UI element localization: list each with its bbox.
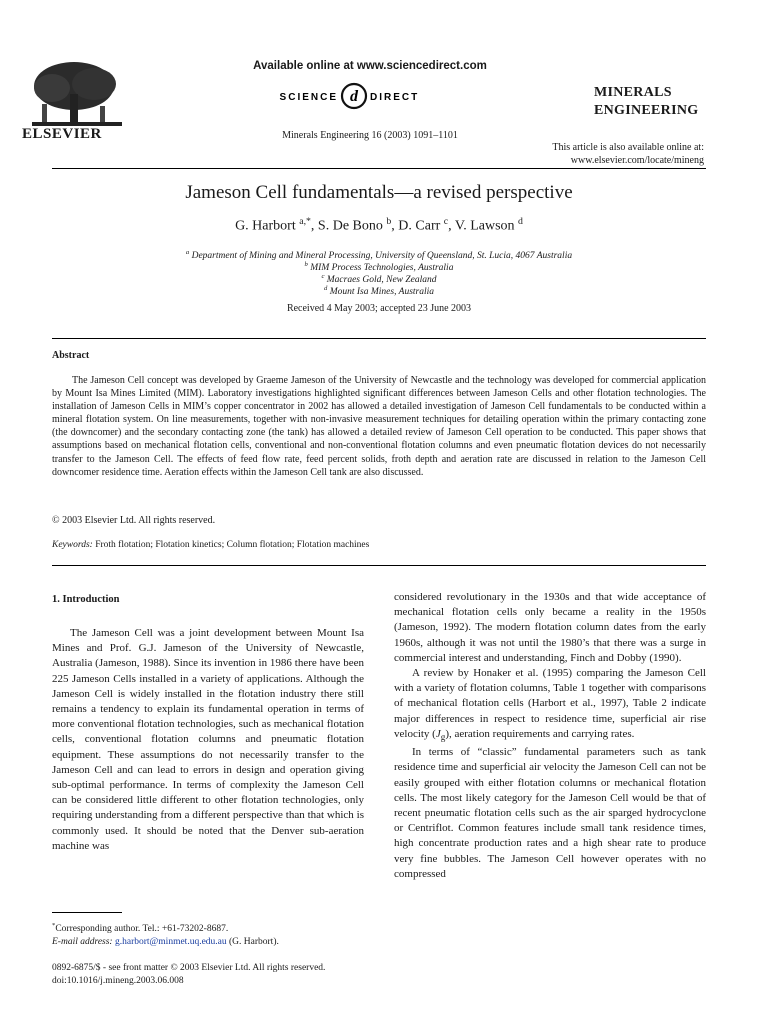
affiliation-text: MIM Process Technologies, Australia bbox=[310, 263, 454, 274]
author-list: G. Harbort $^{a,*}$, S. De Bono $^b$, D. Carr $^c$, V. Lawson $^d$ bbox=[235, 216, 523, 234]
paragraph-text: A review by Honaker et al. (1995) comparing the Jameson Cell with a variety of flotation columns, Table 1 together with comparisons of mechanical flotation cells (Harbort et al., 1997), Table 2 indicate major differences in respect to residence time, superficial air rise velocity ( bbox=[394, 667, 706, 740]
affiliation-text: Mount Isa Mines, Australia bbox=[329, 287, 435, 298]
affiliation bbox=[52, 285, 706, 297]
sd-right-text: DIRECT bbox=[370, 92, 420, 103]
email-link[interactable]: g.harbort@minmet.uq.edu.au bbox=[114, 936, 227, 947]
body-paragraph: The Jameson Cell was a joint development between Mount Isa Mines and Prof. G.J. Jameson of the University of Newcastle, Australia (Jameson, 1988). Since its invention in 1986 there have been 225 Jameson Cells installed in a variety of applications. Although the Jameson Cell is widely installed in the flotation industry there still remains a tendency to explain its fundamental operation in terms of more conventional flotation technologies, such as mechanical flotation cells, conventional flotation columns and pneumatic flotation equipment. These assumptions do not necessarily transfer to the Jameson Cell and can lead to errors in design and operation giving sub-optimal performance. In terms of complexity the Jameson Cell can be considered little different to other flotation technologies, only requiring understanding from a different perspective than that which is commonly used. It should be noted that the Denver sub-aeration machine was bbox=[52, 627, 364, 852]
paragraph-text: ), aeration requirements and carrying rates. bbox=[445, 727, 635, 740]
online-availability bbox=[480, 141, 704, 167]
elsevier-tree-logo bbox=[22, 58, 130, 130]
footnote-marker: * bbox=[52, 922, 56, 929]
journal-citation: Minerals Engineering 16 (2003) 1091–1101 bbox=[282, 130, 458, 141]
section-heading: 1. Introduction bbox=[52, 594, 120, 605]
symbol-j: J bbox=[435, 727, 441, 740]
keywords bbox=[52, 540, 369, 550]
footnote bbox=[52, 920, 279, 948]
author-name: G. Harbort bbox=[235, 218, 296, 234]
email-suffix: (G. Harbort). bbox=[229, 936, 279, 947]
symbol-subscript: g bbox=[440, 732, 446, 743]
author-name: S. De Bono bbox=[317, 218, 383, 234]
issn-line: 0892-6875/$ - see front matter © 2003 Elsevier Ltd. All rights reserved. bbox=[52, 963, 326, 973]
author-sup: b bbox=[386, 216, 392, 227]
header-divider bbox=[52, 168, 706, 169]
abstract-bottom-divider bbox=[52, 565, 706, 566]
corresponding-author: Corresponding author. Tel.: +61-73202-8687. bbox=[55, 924, 229, 935]
online-line1: This article is also available online at: bbox=[552, 142, 704, 153]
email-label: E-mail address: bbox=[52, 936, 113, 947]
available-online-text: Available online at www.sciencedirect.com bbox=[253, 60, 487, 72]
author-name: V. Lawson bbox=[454, 218, 515, 234]
author-sup: a,* bbox=[299, 216, 311, 227]
article-title: Jameson Cell fundamentals—a revised perspective bbox=[185, 182, 573, 203]
journal-name-line1: MINERALS bbox=[594, 85, 672, 100]
body-paragraph: considered revolutionary in the 1930s and that wide acceptance of mechanical flotation cells only became a reality in the 1950s (Jameson, 1992). The modern flotation column dates from the early 1960s, although it was not until the 1980’s that there was a surge in commercial interest and understanding, Finch and Dobby (1990). bbox=[394, 591, 706, 664]
author-sup: d bbox=[518, 216, 523, 227]
affiliation-sup: b bbox=[304, 261, 308, 268]
affiliation-sup: c bbox=[321, 273, 325, 280]
sd-left-text: SCIENCE bbox=[279, 92, 338, 103]
publisher-name: ELSEVIER bbox=[22, 126, 102, 142]
affiliation bbox=[52, 261, 706, 273]
affiliation-sup: a bbox=[185, 249, 190, 256]
affiliation-text: Macraes Gold, New Zealand bbox=[326, 275, 437, 286]
keywords-label: Keywords: bbox=[52, 540, 93, 550]
author-name: D. Carr bbox=[398, 218, 441, 234]
keywords-text: Froth flotation; Flotation kinetics; Column flotation; Flotation machines bbox=[95, 540, 370, 550]
issn-info bbox=[52, 962, 325, 987]
abstract-body bbox=[52, 374, 706, 479]
doi-line: doi:10.1016/j.mineng.2003.06.008 bbox=[52, 975, 184, 986]
abstract-heading: Abstract bbox=[52, 350, 90, 361]
svg-text:d: d bbox=[350, 88, 358, 105]
abstract-copyright: © 2003 Elsevier Ltd. All rights reserved. bbox=[52, 515, 216, 526]
journal-name bbox=[594, 84, 698, 120]
abstract-text: The Jameson Cell concept was developed by Graeme Jameson of the University of Newcastle and the technology was developed for commercial application by Mount Isa Mines Limited (MIM). Laboratory investigations highlighted significant differences between Jameson Cells and other flotation technologies. The installation of Jameson Cells in MIM’s copper concentrator in 2002 has allowed a detailed investigation of Jameson Cell fundamentals to be conducted within a mineral flotation system. On line measurements, together with non-invasive measurement techniques for detailing operation within the primary contacting zone (the downcomer) and the secondary contacting zone (the tank) has allowed a detailed review of Jameson Cell operation to be conducted. This paper shows that assumptions based on mechanical flotation cells, conventional and non-conventional flotation columns and even pneumatic flotation devices do not necessarily transfer to the Jameson Cell. The effects of feed flow rate, feed percent solids, froth depth and aeration rate are discussed in relation to the Jameson Cell downcomer residence time. Aeration effects within the Jameson Cell tank are also discussed. bbox=[52, 375, 706, 478]
abstract-top-divider bbox=[52, 338, 706, 339]
online-url[interactable]: www.elsevier.com/locate/mineng bbox=[570, 155, 704, 166]
body-column-left bbox=[52, 626, 364, 854]
affiliation-text: Department of Mining and Mineral Processing, University of Queensland, St. Lucia, 4067 Australia bbox=[191, 251, 573, 262]
author-sup: c bbox=[443, 216, 449, 227]
body-column-right bbox=[394, 590, 706, 882]
affiliation bbox=[52, 273, 706, 285]
affiliation bbox=[52, 249, 706, 261]
journal-name-line2: ENGINEERING bbox=[594, 103, 699, 118]
body-paragraph: In terms of “classic” fundamental parameters such as tank residence time and superficial air velocity the Jameson Cell can not be easily grouped with either flotation columns or mechanical flotation cells. The most likely category for the Jameson Cell would be that of recent pneumatic flotation cells such as the air sparged hydrocyclone or Centriflot. Common features include small tank residence times, high concentrate production rates and a high shear rate to produce very fine bubbles. The Jameson Cell however operates with no compressed bbox=[394, 746, 706, 880]
body-paragraph bbox=[394, 666, 706, 745]
received-dates: Received 4 May 2003; accepted 23 June 2003 bbox=[286, 303, 472, 314]
sciencedirect-logo bbox=[230, 78, 510, 112]
affiliation-sup: d bbox=[323, 285, 328, 292]
footnote-divider bbox=[52, 912, 122, 913]
